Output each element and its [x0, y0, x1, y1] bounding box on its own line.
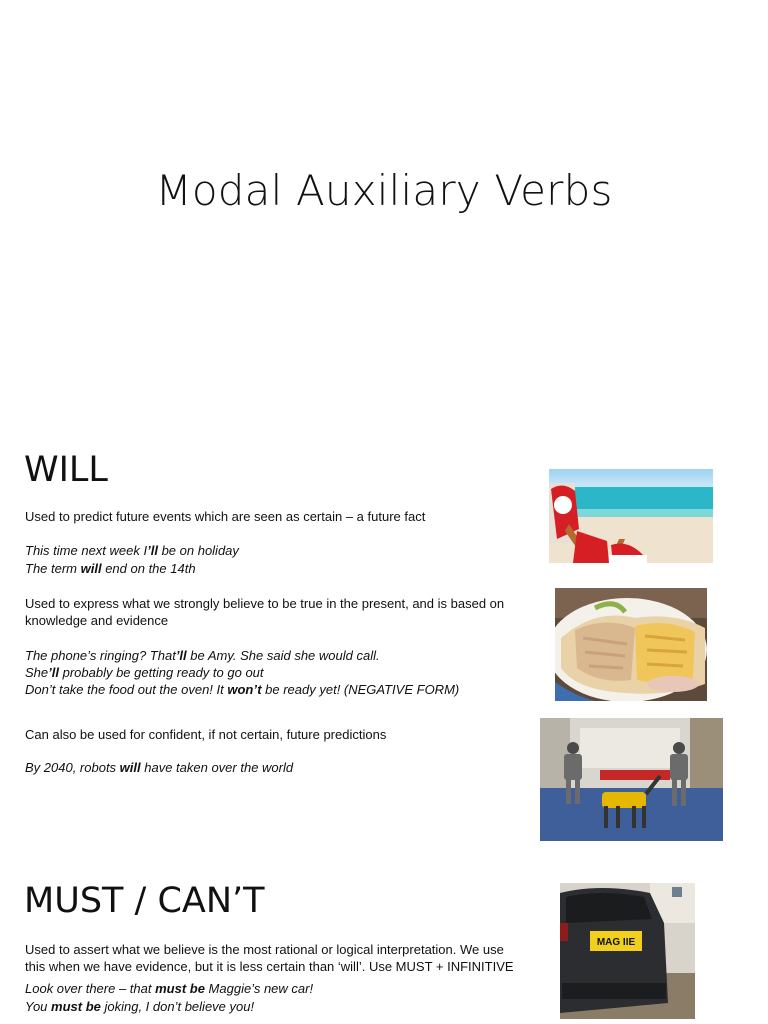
must-example-2: You must be joking, I don’t believe you! [25, 999, 255, 1014]
will-example-1b: The term will end on the 14th [25, 561, 196, 576]
license-plate: MAG IIE [596, 937, 636, 948]
must-example-1: Look over there – that must be Maggie’s new car! [25, 981, 314, 996]
will-definition-1: Used to predict future events which are seen as certain – a future fact [25, 509, 426, 524]
will-example-2c: Don’t take the food out the oven! It won’t be ready yet! (NEGATIVE FORM) [25, 682, 460, 697]
santa-beach-image [549, 469, 713, 563]
must-heading: MUST / CAN’T [24, 881, 265, 921]
robots-image [540, 718, 723, 841]
will-example-1a: This time next week I’ll be on holiday [25, 543, 239, 558]
will-heading: WILL [24, 450, 108, 490]
will-example-3: By 2040, robots will have taken over the world [25, 760, 294, 775]
will-definition-2: Used to express what we strongly believe to be true in the present, and is based on knowledge and evidence [25, 596, 505, 628]
must-definition: Used to assert what we believe is the most rational or logical interpretation. We use this when we have evidence, but it is less certain than ‘will’. Use MUST + INFINITIVE [25, 942, 514, 974]
slide-title: Modal Auxiliary Verbs [155, 166, 613, 215]
car-image [560, 883, 695, 1019]
will-definition-3: Can also be used for confident, if not certain, future predictions [25, 727, 387, 742]
will-example-2b: She’ll probably be getting ready to go out [25, 665, 264, 680]
chicken-dish-image [555, 588, 707, 701]
will-example-2a: The phone’s ringing? That’ll be Amy. She said she would call. [25, 648, 380, 663]
